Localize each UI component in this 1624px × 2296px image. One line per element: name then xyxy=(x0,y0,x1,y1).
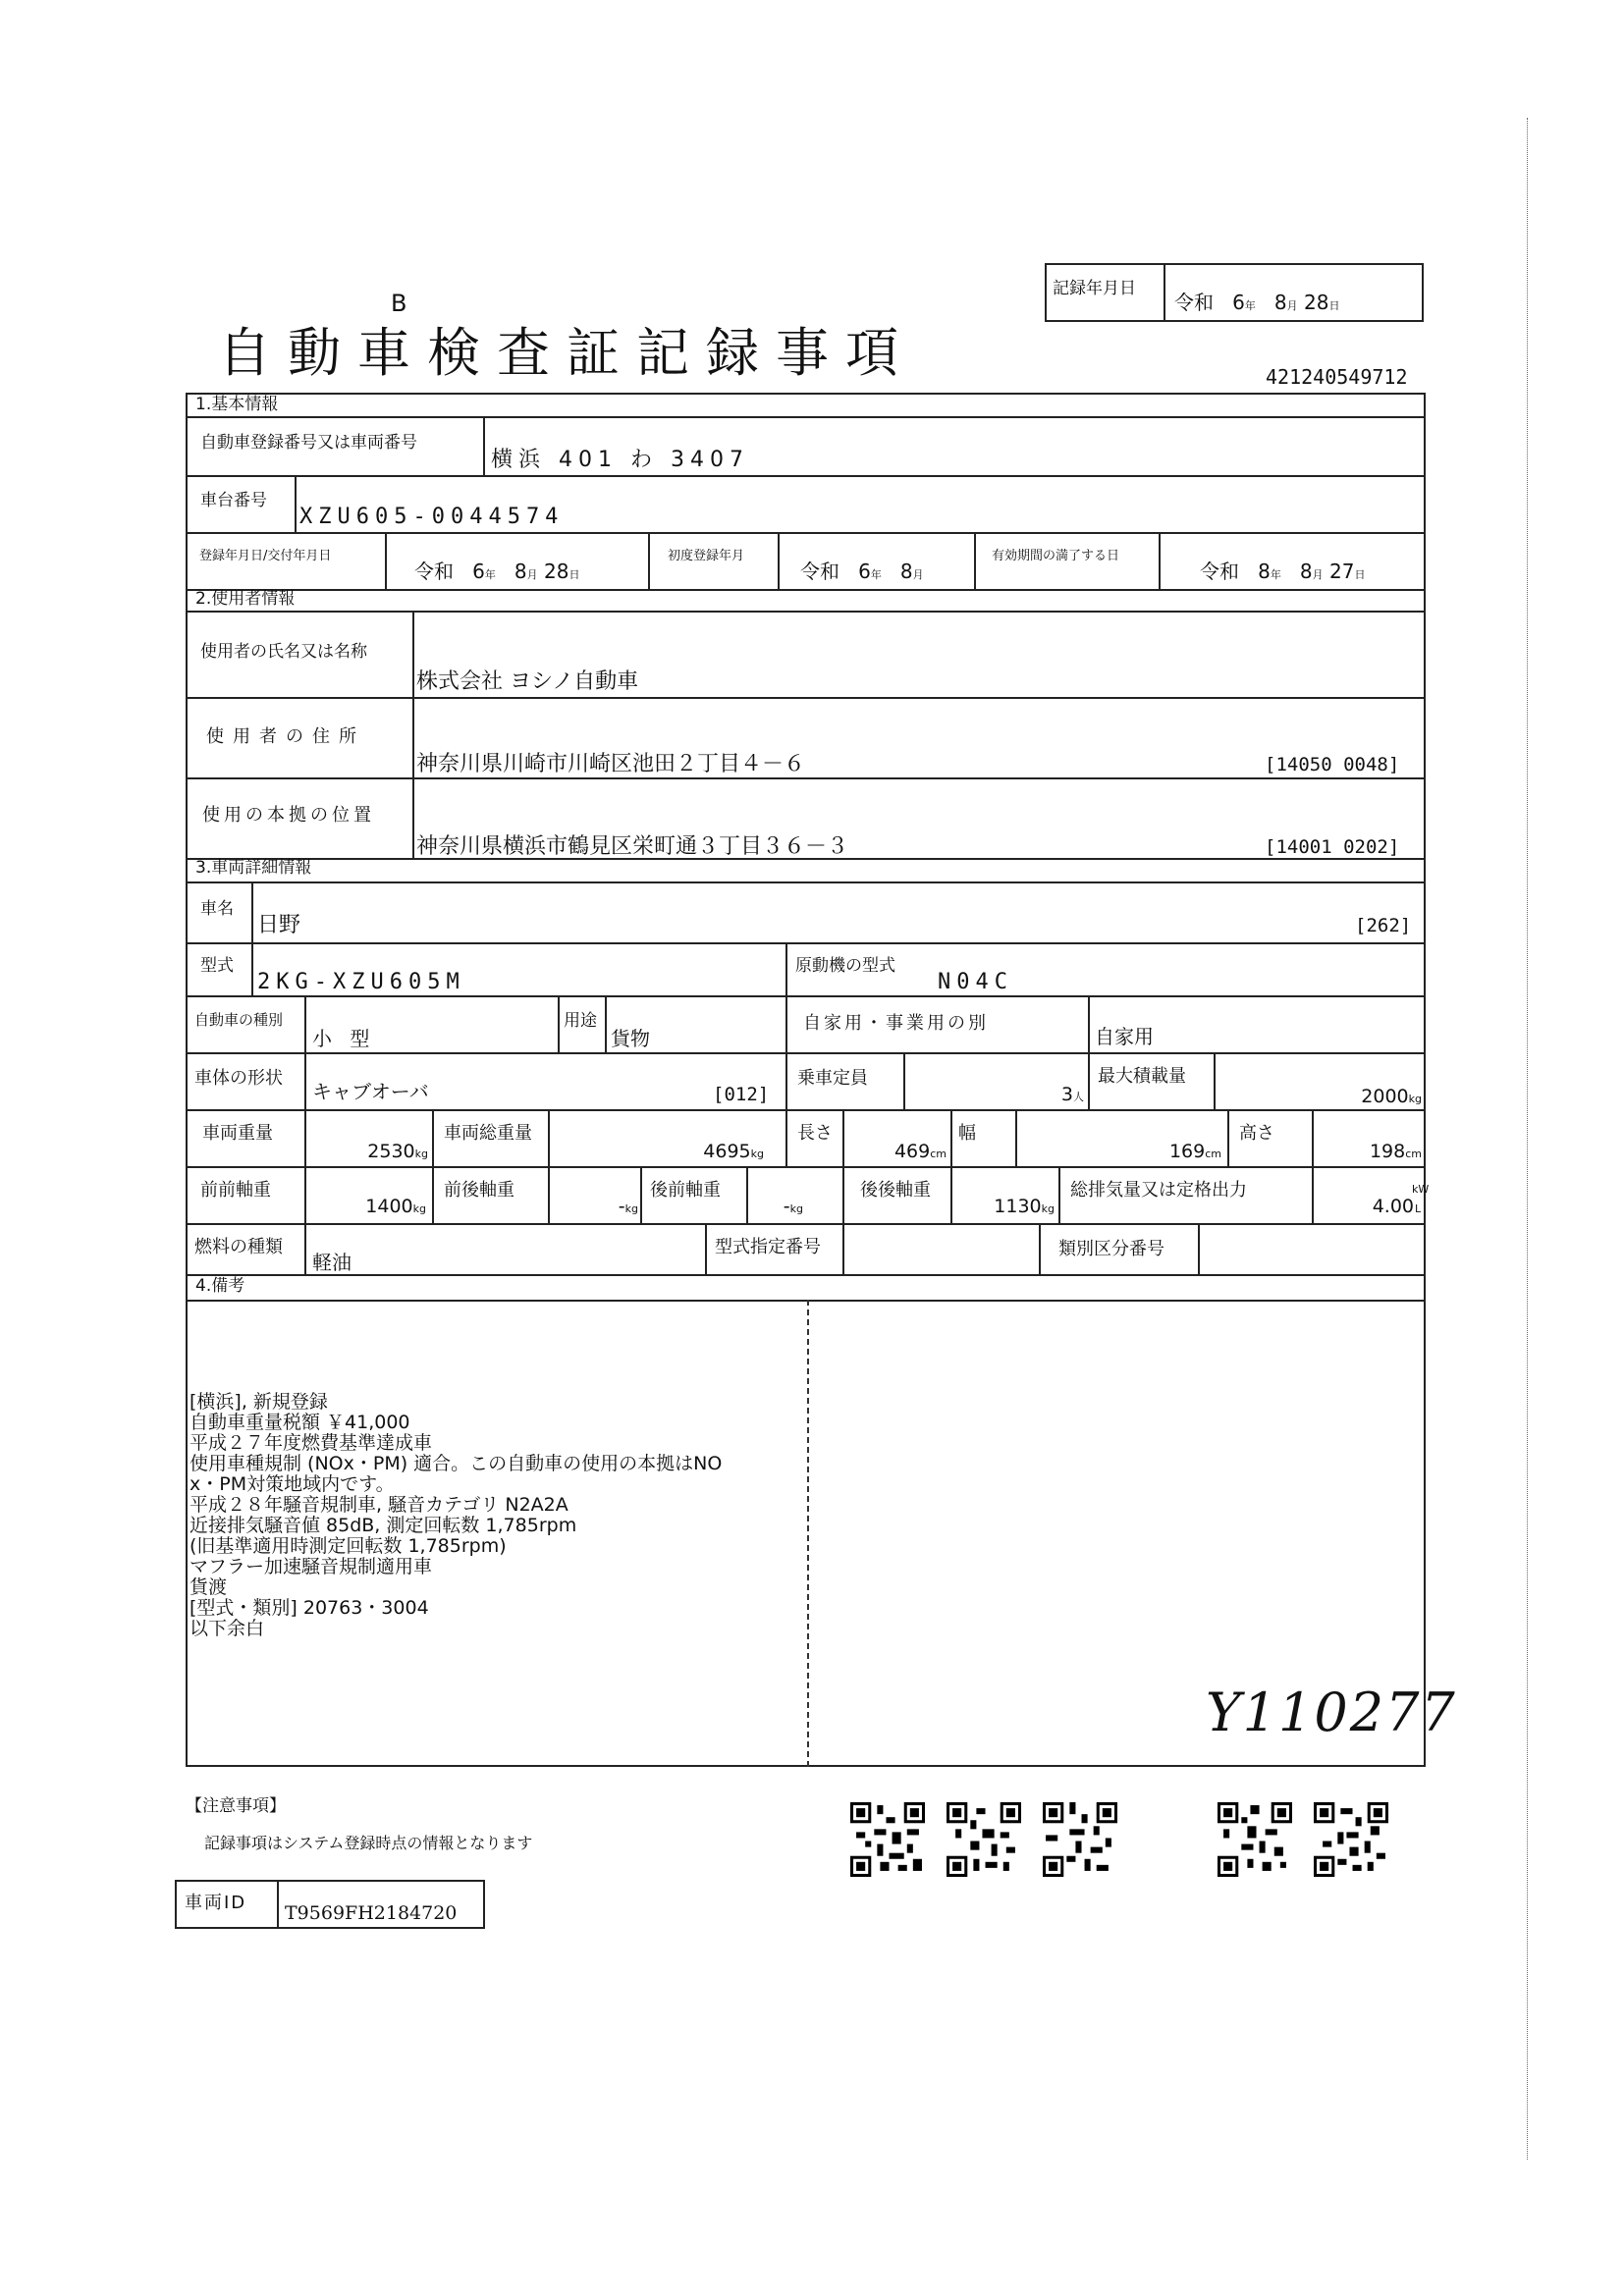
use-label: 用途 xyxy=(564,1011,597,1031)
user-name-label: 使用者の氏名又は名称 xyxy=(200,642,367,662)
maker-code: [262] xyxy=(1355,915,1412,936)
height-value: 198cm xyxy=(1369,1141,1422,1162)
width-label: 幅 xyxy=(958,1123,976,1144)
capacity-value: 3人 xyxy=(1060,1084,1084,1105)
model-value: 2KG-XZU605M xyxy=(257,970,465,994)
model-label: 型式 xyxy=(200,956,234,976)
rear-front-axle-label: 後前軸重 xyxy=(650,1180,721,1201)
displacement-unit-kw: kW xyxy=(1412,1183,1430,1196)
qr-code-5-icon xyxy=(1314,1802,1388,1877)
reg-no-value: 横浜 401 わ 3407 xyxy=(491,448,749,472)
kind-label: 自動車の種別 xyxy=(194,1011,284,1029)
reg-no-label: 自動車登録番号又は車両番号 xyxy=(200,433,417,453)
use-value: 貨物 xyxy=(611,1027,650,1050)
maker-label: 車名 xyxy=(200,899,234,919)
vehicle-id-label: 車両ID xyxy=(185,1893,247,1913)
rear-rear-axle-label: 後後軸重 xyxy=(860,1180,931,1201)
body-label: 車体の形状 xyxy=(194,1068,283,1089)
length-value: 469cm xyxy=(893,1141,947,1162)
displacement-label: 総排気量又は定格出力 xyxy=(1070,1180,1247,1201)
vehicle-id-value: T9569FH2184720 xyxy=(285,1902,458,1924)
rear-front-axle-value: -kg xyxy=(783,1196,803,1217)
fuel-label: 燃料の種類 xyxy=(194,1237,283,1257)
user-name-value: 株式会社 ヨシノ自動車 xyxy=(416,669,639,694)
section-vehicle-heading: 3.車両詳細情報 xyxy=(195,858,312,878)
notes-text: 記録事項はシステム登録時点の情報となります xyxy=(204,1834,533,1852)
front-front-axle-value: 1400kg xyxy=(365,1196,426,1217)
qr-code-4-icon xyxy=(1218,1802,1292,1877)
engine-label: 原動機の型式 xyxy=(795,956,895,976)
pv-label: 自家用・事業用の別 xyxy=(803,1013,989,1034)
pv-value: 自家用 xyxy=(1095,1025,1154,1048)
gross-weight-label: 車両総重量 xyxy=(444,1123,532,1144)
body-code: [012] xyxy=(713,1084,770,1105)
weight-label: 車両重量 xyxy=(202,1123,273,1144)
front-rear-axle-value: -kg xyxy=(618,1196,638,1217)
base-location-code: [14001 0202] xyxy=(1265,836,1400,858)
chassis-value: XZU605-0044574 xyxy=(299,505,565,529)
document-number: 421240549712 xyxy=(1266,365,1408,389)
first-reg-label: 初度登録年月 xyxy=(668,549,745,563)
length-label: 長さ xyxy=(797,1123,833,1144)
gross-weight-value: 4695kg xyxy=(703,1141,764,1162)
reg-date-label: 登録年月日/交付年月日 xyxy=(199,549,332,563)
user-address-value: 神奈川県川崎市川崎区池田２丁目４－６ xyxy=(416,752,806,776)
section-user-heading: 2.使用者情報 xyxy=(195,589,296,609)
displacement-value: 4.00 xyxy=(1372,1196,1414,1217)
qr-code-3-icon xyxy=(1043,1802,1117,1877)
page-title: 自動車検査証記録事項 xyxy=(218,322,915,384)
first-reg-value: 令和 6年 8月 xyxy=(800,560,924,583)
record-date-value: 令和 6年 8月 28日 xyxy=(1174,291,1340,314)
maker-value: 日野 xyxy=(257,913,301,937)
reg-date-value: 令和 6年 8月 28日 xyxy=(414,560,580,583)
section-basic-heading: 1.基本情報 xyxy=(195,395,279,414)
expiry-value: 令和 8年 8月 27日 xyxy=(1200,560,1366,583)
fuel-value: 軽油 xyxy=(312,1251,352,1274)
base-location-value: 神奈川県横浜市鶴見区栄町通３丁目３６－３ xyxy=(416,834,849,859)
qr-code-1-icon xyxy=(850,1802,925,1877)
max-load-label: 最大積載量 xyxy=(1098,1066,1186,1087)
displacement-unit-l: L xyxy=(1415,1202,1422,1215)
body-value: キャブオーバ xyxy=(312,1080,429,1103)
kind-value: 小 型 xyxy=(312,1027,376,1050)
class-no-label: 類別区分番号 xyxy=(1058,1239,1164,1259)
chassis-label: 車台番号 xyxy=(200,491,267,510)
max-load-value: 2000kg xyxy=(1361,1086,1422,1107)
front-rear-axle-label: 前後軸重 xyxy=(444,1180,514,1201)
handwritten-number: Y110277 xyxy=(1206,1682,1457,1743)
user-address-label: 使用者の住所 xyxy=(206,726,365,747)
form-mark: B xyxy=(391,290,407,317)
remarks-text: [横浜], 新規登録 自動車重量税額 ￥41,000 平成２７年度燃費基準達成車 使用車種規制 (NOx・PM) 適合。この自動車の使用の本拠はNO x・PM対策地域内です。 平成２８年騒音規制車, 騒音カテゴリ N2A2A 近接排気騒音値 85dB, 測定回転数 1,785rpm (旧基準適用時測定回転数 1,785rpm) マフラー加速騒音規制適用車 貨渡 [型式・類別] 20763・3004 以下余白 xyxy=(189,1391,723,1639)
expiry-label: 有効期間の満了する日 xyxy=(992,549,1120,563)
record-date-label: 記録年月日 xyxy=(1053,279,1136,298)
weight-value: 2530kg xyxy=(367,1141,428,1162)
notes-heading: 【注意事項】 xyxy=(186,1796,286,1816)
height-label: 高さ xyxy=(1239,1123,1274,1144)
width-value: 169cm xyxy=(1168,1141,1221,1162)
rear-rear-axle-value: 1130kg xyxy=(994,1196,1055,1217)
base-location-label: 使用の本拠の位置 xyxy=(202,805,375,826)
front-front-axle-label: 前前軸重 xyxy=(200,1180,271,1201)
type-no-label: 型式指定番号 xyxy=(715,1237,821,1257)
capacity-label: 乗車定員 xyxy=(797,1068,868,1089)
user-address-code: [14050 0048] xyxy=(1265,754,1400,775)
engine-value: N04C xyxy=(938,970,1013,994)
scan-edge-mark xyxy=(1527,118,1528,2160)
qr-code-2-icon xyxy=(947,1802,1021,1877)
section-remarks-heading: 4.備考 xyxy=(195,1276,245,1296)
